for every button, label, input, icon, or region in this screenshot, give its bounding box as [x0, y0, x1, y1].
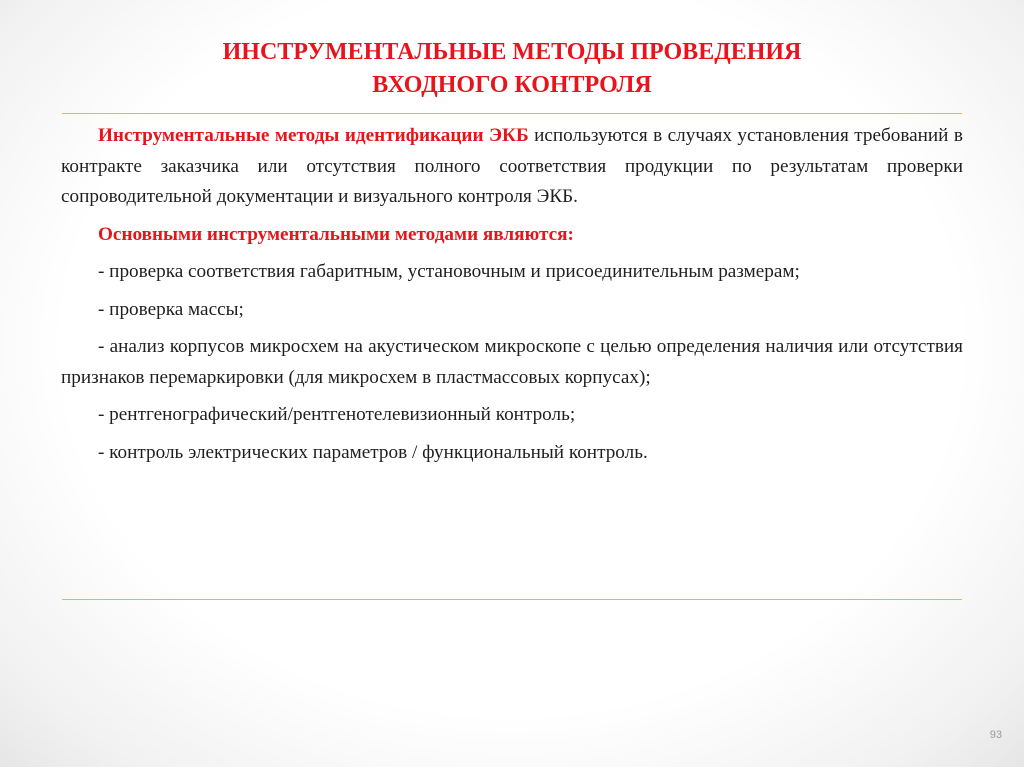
intro-highlight: Инструментальные методы идентификации ЭКБ — [98, 125, 529, 146]
method-item: - анализ корпусов микросхем на акустическом микроскопе с целью определения наличия или отсутствия признаков перемаркировки (для микросхем в пластмассовых корпусах); — [61, 336, 963, 388]
method-item: - рентгенографический/рентгенотелевизионный контроль; — [98, 404, 576, 425]
slide-body — [61, 121, 963, 475]
method-item: - проверка массы; — [98, 298, 244, 320]
top-divider — [62, 113, 962, 114]
method-item: - проверка соответствия габаритным, установочным и присоединительным размерам; — [98, 261, 800, 282]
intro-text: используются в случаях установления требований в контракте заказчика или отсутствия полного соответствия продукции по результатам проверки сопроводительной документации и визуального контроля ЭКБ. — [61, 125, 963, 207]
page-number: 93 — [989, 729, 1002, 741]
bottom-divider — [62, 599, 962, 600]
method-item: - контроль электрических параметров / функциональный контроль. — [98, 441, 648, 463]
intro-paragraph — [61, 121, 963, 213]
slide-title-line-2: ВХОДНОГО КОНТРОЛЯ — [372, 72, 652, 98]
methods-heading: Основными инструментальными методами являются: — [98, 223, 574, 245]
slide-title — [0, 36, 1024, 102]
slide-title-line-1: ИНСТРУМЕНТАЛЬНЫЕ МЕТОДЫ ПРОВЕДЕНИЯ — [222, 39, 802, 65]
